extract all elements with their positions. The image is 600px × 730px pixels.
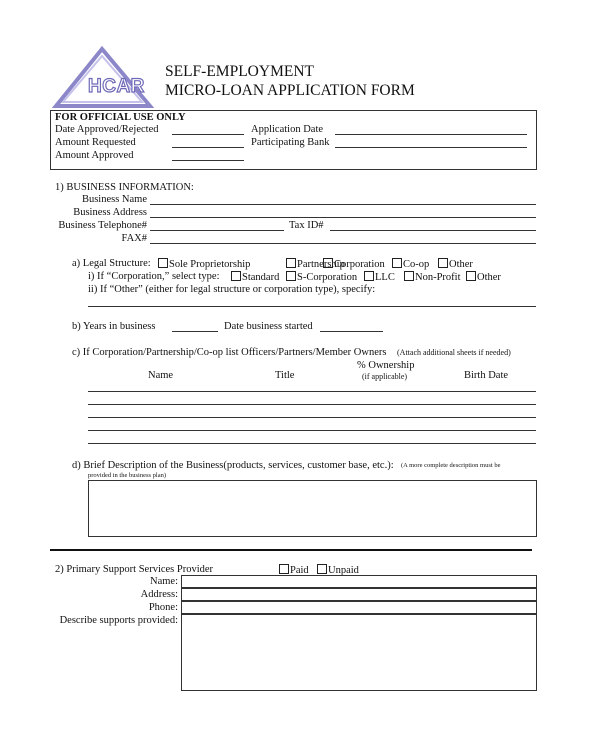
tax-id-field[interactable] [330, 230, 536, 231]
legal-structure-label: a) Legal Structure: [72, 258, 151, 269]
partnership-checkbox[interactable] [286, 258, 296, 268]
col-birth-header: Birth Date [464, 370, 509, 381]
corporation-type-label: i) If “Corporation,” select type: [88, 271, 220, 282]
hcar-logo [48, 46, 160, 110]
description-note-1: (A more complete description must be [401, 462, 501, 469]
owner-row-4[interactable] [88, 430, 536, 431]
application-date-field[interactable] [335, 134, 527, 135]
participating-bank-field[interactable] [335, 147, 527, 148]
corp-other-label: Other [477, 272, 501, 283]
header-line2: MICRO-LOAN APPLICATION FORM [165, 82, 415, 99]
corp-option-other[interactable] [466, 271, 501, 284]
unpaid-label: Unpaid [328, 565, 359, 576]
description-note-2: provided in the business plan) [88, 472, 166, 479]
support-phone-label: Phone: [148, 602, 178, 613]
owners-note: (Attach additional sheets if needed) [397, 348, 511, 357]
date-started-field[interactable] [320, 331, 383, 332]
support-describe-label: Describe supports provided: [59, 615, 178, 626]
application-date-label: Application Date [251, 124, 324, 135]
col-ownership-sub: (if applicable) [362, 372, 408, 381]
standard-checkbox[interactable] [231, 271, 241, 281]
amount-requested-label: Amount Requested [55, 137, 136, 148]
corp-other-checkbox[interactable] [466, 271, 476, 281]
header-line1: SELF-EMPLOYMENT [165, 63, 314, 80]
tax-id-label: Tax ID# [289, 220, 324, 231]
official-title: FOR OFFICIAL USE ONLY [55, 112, 186, 123]
owner-row-2[interactable] [88, 404, 536, 405]
business-heading: 1) BUSINESS INFORMATION: [55, 182, 194, 193]
description-label: d) Brief Description of the Business(products, services, customer base, etc.): [72, 460, 394, 471]
other-specify-field[interactable] [88, 306, 536, 307]
owner-row-1[interactable] [88, 391, 536, 392]
support-phone-field[interactable] [181, 601, 537, 614]
corp-option-standard[interactable] [231, 271, 279, 284]
other-specify-label: ii) If “Other” (either for legal structure or corporation type), specify: [88, 284, 376, 295]
unpaid-checkbox[interactable] [317, 564, 327, 574]
s-corporation-checkbox[interactable] [286, 271, 296, 281]
corporation-label: Corporation [334, 259, 385, 270]
other-checkbox[interactable] [438, 258, 448, 268]
sole-proprietorship-checkbox[interactable] [158, 258, 168, 268]
corp-option-llc[interactable] [364, 271, 395, 284]
participating-bank-label: Participating Bank [251, 137, 330, 148]
other-label: Other [449, 259, 473, 270]
business-name-label: Business Name [81, 194, 147, 205]
support-describe-textarea[interactable] [181, 614, 537, 691]
years-in-business-field[interactable] [172, 331, 218, 332]
logo-text: HCAR [88, 76, 145, 97]
corp-option-s-corp[interactable] [286, 271, 357, 284]
paid-label: Paid [290, 565, 309, 576]
partnership-label: Partnership [297, 259, 345, 270]
support-address-label: Address: [140, 589, 178, 600]
corporation-checkbox[interactable] [323, 258, 333, 268]
section-divider [50, 549, 532, 551]
corp-option-nonprofit[interactable] [404, 271, 461, 284]
support-heading: 2) Primary Support Services Provider [55, 564, 214, 575]
non-profit-checkbox[interactable] [404, 271, 414, 281]
business-address-field[interactable] [150, 217, 536, 218]
s-corporation-label: S-Corporation [297, 272, 358, 283]
llc-checkbox[interactable] [364, 271, 374, 281]
owner-row-5[interactable] [88, 443, 536, 444]
paid-checkbox[interactable] [279, 564, 289, 574]
col-ownership-header: % Ownership [357, 360, 415, 371]
amount-approved-field[interactable] [172, 160, 244, 161]
legal-option-sole[interactable] [158, 258, 250, 271]
support-name-field[interactable] [181, 575, 537, 588]
coop-label: Co-op [403, 259, 430, 270]
date-approved-label: Date Approved/Rejected [55, 124, 159, 135]
support-name-label: Name: [150, 576, 178, 587]
coop-checkbox[interactable] [392, 258, 402, 268]
business-address-label: Business Address [73, 207, 147, 218]
llc-label: LLC [375, 272, 395, 283]
business-name-field[interactable] [150, 204, 536, 205]
date-approved-field[interactable] [172, 134, 244, 135]
fax-field[interactable] [150, 243, 536, 244]
business-telephone-field[interactable] [150, 230, 284, 231]
years-in-business-label: b) Years in business [72, 321, 156, 332]
support-address-field[interactable] [181, 588, 537, 601]
sole-proprietorship-label: Sole Proprietorship [169, 259, 251, 270]
amount-requested-field[interactable] [172, 147, 244, 148]
legal-option-coop[interactable] [392, 258, 429, 271]
amount-approved-label: Amount Approved [55, 150, 134, 161]
col-title-header: Title [275, 370, 295, 381]
legal-option-other[interactable] [438, 258, 473, 271]
col-name-header: Name [148, 370, 174, 381]
standard-label: Standard [242, 272, 280, 283]
owner-row-3[interactable] [88, 417, 536, 418]
business-telephone-label: Business Telephone# [58, 220, 147, 231]
date-started-label: Date business started [224, 321, 313, 332]
legal-option-corporation[interactable] [323, 258, 385, 271]
fax-label: FAX# [121, 233, 147, 244]
non-profit-label: Non-Profit [415, 272, 461, 283]
owners-label: c) If Corporation/Partnership/Co-op list Officers/Partners/Member Owners [72, 347, 387, 358]
description-textarea[interactable] [88, 480, 537, 537]
